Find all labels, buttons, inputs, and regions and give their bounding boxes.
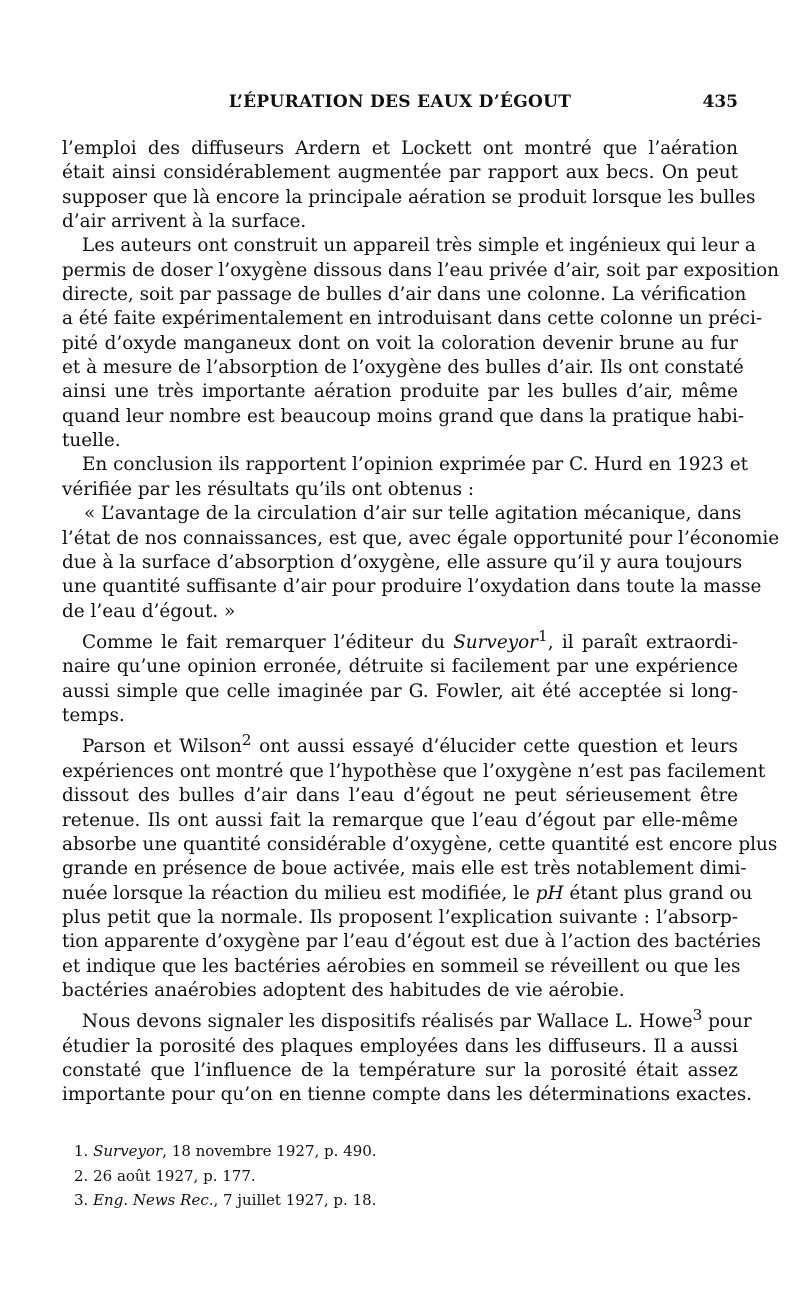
footnote-1 [74,1139,724,1164]
footnote-number: 3. [74,1191,89,1209]
quotation-paragraph [62,502,780,624]
paragraph-3 [62,453,748,502]
text-line [62,728,738,759]
footnotes [74,1139,724,1213]
footnote-ref-1[interactable]: 1 [537,626,548,645]
page-number: 435 [702,92,738,112]
text-line: plus petit que la normale. Ils proposent l’explication suivante : l’absorp- [62,906,738,928]
text-line: et indique que les bactéries aérobies en sommeil se réveillent ou que les [62,955,741,977]
text-line: grande en présence de boue activée, mais elle est très notablement dimi- [62,858,747,880]
text-line: due à la surface d’absorption d’oxygène, elle assure qu’il y aura toujours [62,551,743,573]
text-line: était ainsi considérablement augmentée par rapport aux becs. On peut [62,162,738,184]
footnote-text: 26 août 1927, p. 177. [93,1166,256,1185]
text-line: expériences ont montré que l’hypothèse que l’oxygène n’est pas facilement [62,760,766,782]
text-line: bactéries anaérobies adoptent des habitudes de vie aérobie. [62,979,625,1001]
text-line: Les auteurs ont construit un appareil très simple et ingénieux qui leur a [82,235,756,257]
footnote-2 [74,1164,724,1189]
footnote-text: , 7 juillet 1927, p. 18. [213,1191,377,1209]
text-line: « L’avantage de la circulation d’air sur telle agitation mécanique, dans [84,503,742,525]
text-line: absorbe une quantité considérable d’oxygène, cette quantité est encore plus [62,833,778,855]
text-line: directe, soit par passage de bulles d’air dans une colonne. La vérification [62,284,747,306]
paragraph-5 [62,624,738,729]
text-line: quand leur nombre est beaucoup moins grand que dans la pratique habi- [62,405,745,427]
text-line: de l’eau d’égout. » [62,600,236,622]
text-line: une quantité suffisante d’air pour produire l’oxydation dans toute la masse [62,576,762,598]
text-line: importante pour qu’on en tienne compte dans les déterminations exactes. [62,1084,752,1106]
text-line: supposer que là encore la principale aération se produit lorsque les bulles [62,186,756,208]
text-line: tuelle. [62,430,121,452]
text-line: constaté que l’influence de la température sur la porosité était assez [62,1060,738,1082]
footnote-ref-2[interactable]: 2 [241,731,252,750]
text-line: retenue. Ils ont aussi fait la remarque que l’eau d’égout par elle-même [62,809,738,831]
text-line: ainsi une très importante aération produite par les bulles d’air, même [62,381,738,403]
text-line: pité d’oxyde manganeux dont on voit la coloration devenir brune au fur [62,332,738,354]
text-line: En conclusion ils rapportent l’opinion exprimée par C. Hurd en 1923 et [82,454,748,476]
text-run: Parson et Wilson [82,736,242,758]
text-run: Nous devons signaler les dispositifs réalisés par Wallace L. Howe [82,1011,693,1033]
paragraph-2 [62,234,779,453]
text-run: nuée lorsque la réaction du milieu est modifiée, le [62,882,530,904]
text-run: ont aussi essayé d’élucider cette question et leurs [251,736,738,758]
text-line [62,882,753,906]
text-line [62,624,738,655]
paragraph-6 [62,728,778,1003]
text-line: dissout des bulles d’air dans l’eau d’égout ne peut sérieusement être [62,785,738,807]
footnote-source: Eng. News Rec. [93,1191,214,1209]
text-line: tion apparente d’oxygène par l’eau d’égout est due à l’action des bactéries [62,931,761,953]
text-line: et à mesure de l’absorption de l’oxygène des bulles d’air. Ils ont constaté [62,357,744,379]
text-line: aussi simple que celle imaginée par G. Fowler, ait été acceptée si long- [62,680,738,702]
page-header [62,92,738,118]
journal-title: Surveyor [453,632,538,653]
ph-term: pH [535,882,564,904]
text-line: l’état de nos connaissances, est que, avec égale opportunité pour l’économie [62,527,780,549]
text-line: d’air arrivent à la surface. [62,211,307,233]
footnote-number: 1. [74,1142,89,1160]
body-text [62,137,780,1108]
text-run: pour [702,1011,752,1033]
paragraph-1 [62,137,756,234]
text-line [62,1003,752,1034]
footnote-3 [74,1188,724,1213]
footnote-source: Surveyor [93,1142,163,1160]
text-line: l’emploi des diffuseurs Ardern et Lockett ont montré que l’aération [62,138,738,159]
text-line: vérifiée par les résultats qu’ils ont obtenus : [62,478,475,500]
footnote-text: , 18 novembre 1927, p. 490. [162,1142,377,1160]
text-run: , il paraît extraordi- [547,632,738,653]
text-run: étant plus grand ou [563,882,753,904]
text-line: naire qu’une opinion erronée, détruite si facilement par une expérience [62,656,738,678]
paragraph-7 [62,1003,752,1108]
text-line: a été faite expérimentalement en introduisant dans cette colonne un préci- [62,308,763,330]
text-line: temps. [62,705,125,727]
text-line: étudier la porosité des plaques employées dans les diffuseurs. Il a aussi [62,1035,738,1057]
text-run: Comme le fait remarquer l’éditeur du [82,632,445,653]
footnote-ref-3[interactable]: 3 [692,1006,703,1025]
text-line: permis de doser l’oxygène dissous dans l’eau privée d’air, soit par exposition [62,259,779,281]
running-title: L’ÉPURATION DES EAUX D’ÉGOUT [228,92,572,112]
footnote-number: 2. [74,1166,89,1185]
